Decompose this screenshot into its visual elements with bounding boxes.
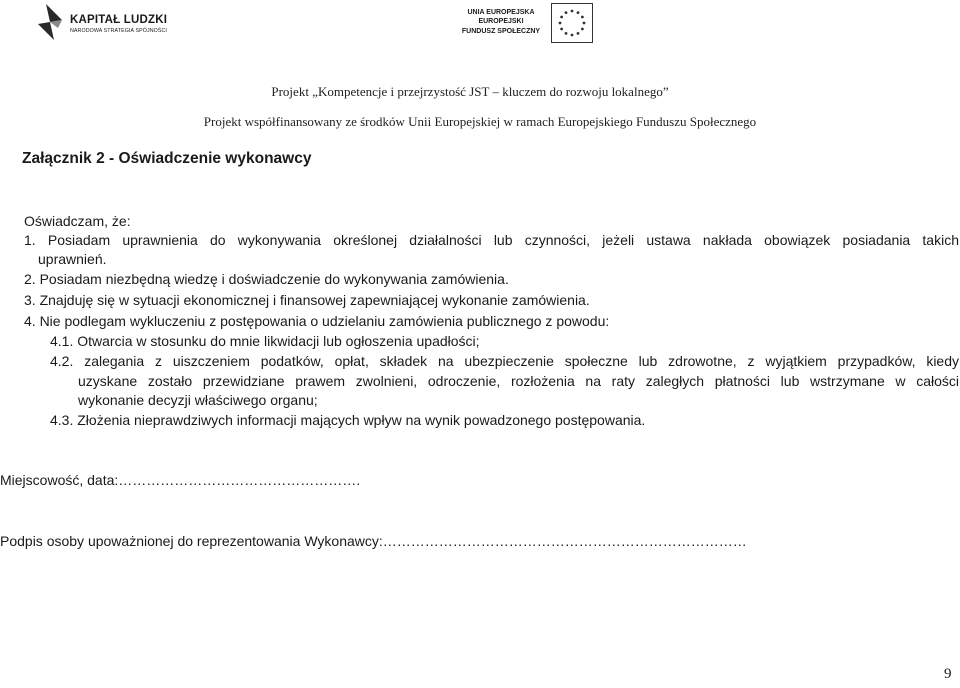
document-title: Załącznik 2 - Oświadczenie wykonawcy [22, 150, 312, 167]
item-3: 3. Znajduję się w sytuacji ekonomicznej i finansowej zapewniającej wykonanie zamówienia. [24, 292, 590, 308]
item-2: 2. Posiadam niezbędną wiedzę i doświadczenie do wykonywania zamówienia. [24, 271, 509, 287]
eu-logo-text: UNIA EUROPEJSKA EUROPEJSKI FUNDUSZ SPOŁECZNY [461, 9, 541, 35]
item-4-1: 4.1. Otwarcia w stosunku do mnie likwidacji lub ogłoszenia upadłości; [50, 333, 480, 349]
funding-line: Projekt współfinansowany ze środków Unii Europejskiej w ramach Europejskiego Funduszu Społecznego [203, 114, 757, 129]
item-1-line-1: 1. Posiadam uprawnienia do wykonywania określonej działalności lub czynności, jeżeli ustawa nakłada obowiązek posiadania takich [24, 232, 959, 248]
eu-flag-icon [551, 3, 593, 43]
signature-field: Podpis osoby upoważnionej do reprezentowania Wykonawcy:…………………………………………………………………… [0, 533, 747, 549]
logo-title: KAPITAŁ LUDZKI [70, 14, 168, 26]
page-number: 9 [944, 666, 952, 682]
eu-logo [455, 3, 595, 43]
item-4-2-line-2: uzyskane zostało przewidziane prawem zwolnieni, odroczenie, rozłożenia na raty zaległych płatności lub wstrzymane w całości [78, 373, 959, 389]
item-1-line-2: uprawnień. [38, 251, 107, 267]
logo-subtitle: NARODOWA STRATEGIA SPÓJNOŚCI [70, 28, 167, 34]
kapital-ludzki-logo [36, 2, 168, 44]
place-date-field: Miejscowość, data:……………………………………………. [0, 472, 361, 488]
item-4-2-line-1: 4.2. zalegania z uiszczeniem podatków, opłat, składek na ubezpieczenie społeczne lub zdrowotne, z wyjątkiem przypadków, kiedy [50, 353, 959, 369]
item-4-2-line-3: wykonanie decyzji właściwego organu; [78, 392, 318, 408]
item-4-3: 4.3. Złożenia nieprawdziwych informacji mających wpływ na wynik powadzonego postępowania. [50, 412, 646, 428]
item-4: 4. Nie podlegam wykluczeniu z postępowania o udzielaniu zamówienia publicznego z powodu: [24, 313, 610, 329]
project-line: Projekt „Kompetencje i przejrzystość JST – kluczem do rozwoju lokalnego” [271, 84, 669, 99]
kapital-ludzki-logo-icon [36, 2, 64, 42]
intro-text: Oświadczam, że: [24, 213, 131, 229]
